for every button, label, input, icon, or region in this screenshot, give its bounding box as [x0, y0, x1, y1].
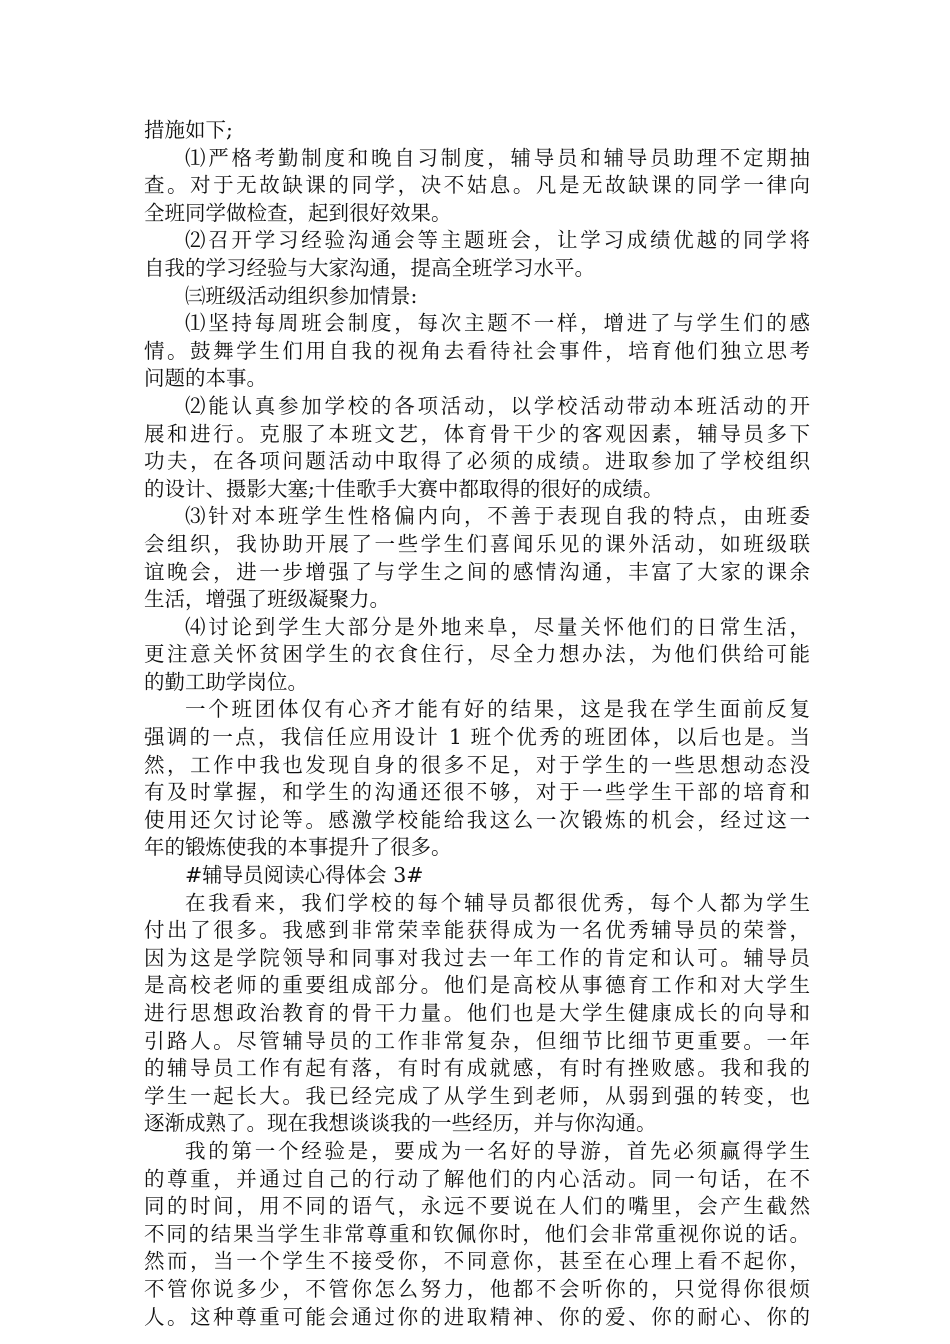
text-line: 功夫，在各项问题活动中取得了必须的成绩。进取参加了学校组织: [144, 449, 810, 474]
document-page: [144, 117, 810, 1331]
text-line: 付出了很多。我感到非常荣幸能获得成为一名优秀辅导员的荣誉，: [144, 918, 810, 943]
text-line: 的勤工助学岗位。: [144, 669, 308, 694]
text-line: 强调的一点，我信任应用设计 1 班个优秀的班团体，以后也是。当: [144, 725, 810, 750]
text-line: 一个班团体仅有心齐才能有好的结果，这是我在学生面前反复: [185, 697, 810, 722]
text-line: ⑵召开学习经验沟通会等主题班会，让学习成绩优越的同学将: [185, 228, 810, 253]
text-line: ⑷讨论到学生大部分是外地来阜，尽量关怀他们的日常生活，: [185, 614, 810, 639]
text-line: ⑴坚持每周班会制度，每次主题不一样，增进了与学生们的感: [185, 311, 810, 336]
text-line: 的设计、摄影大塞;十佳歌手大赛中都取得的很好的成绩。: [144, 476, 664, 501]
text-line: 逐渐成熟了。现在我想谈谈我的一些经历，并与你沟通。: [144, 1111, 657, 1136]
text-line: 展和进行。克服了本班文艺，体育骨干少的客观因素，辅导员多下: [144, 421, 810, 446]
text-line: 查。对于无故缺课的同学，决不姑息。凡是无故缺课的同学一律向: [144, 173, 810, 198]
text-line: ⑵能认真参加学校的各项活动，以学校活动带动本班活动的开: [185, 393, 810, 418]
text-line: 引路人。尽管辅导员的工作非常复杂，但细节比细节更重要。一年: [144, 1028, 810, 1053]
text-line: 生活，增强了班级凝聚力。: [144, 587, 390, 612]
text-line: 情。鼓舞学生们用自我的视角去看待社会事件，培育他们独立思考: [144, 338, 810, 363]
text-line: ⑶针对本班学生性格偏内向，不善于表现自我的特点，由班委: [185, 504, 810, 529]
text-line: 不管你说多少，不管你怎么努力，他都不会听你的，只觉得你很烦: [144, 1276, 810, 1301]
text-line: 更注意关怀贫困学生的衣食住行，尽全力想办法，为他们供给可能: [144, 642, 810, 667]
text-line: 的尊重，并通过自己的行动了解他们的内心活动。同一句话，在不: [144, 1166, 810, 1191]
text-line: 使用还欠讨论等。感激学校能给我这么一次锻炼的机会，经过这一: [144, 807, 810, 832]
text-line: 不同的结果当学生非常尊重和钦佩你时，他们会非常重视你说的话。: [144, 1221, 810, 1246]
text-line: 学生一起长大。我已经完成了从学生到老师，从弱到强的转变，也: [144, 1083, 810, 1108]
text-line: #辅导员阅读心得体会 3#: [185, 863, 424, 888]
text-line: 人。这种尊重可能会通过你的进取精神、你的爱、你的耐心、你的: [144, 1304, 810, 1329]
text-line: 进行思想政治教育的骨干力量。他们也是大学生健康成长的向导和: [144, 1001, 810, 1025]
text-line: 谊晚会，进一步增强了与学生之间的感情沟通，丰富了大家的课余: [144, 559, 810, 584]
text-line: 然，工作中我也发现自身的很多不足，对于学生的一些思想动态没: [144, 752, 810, 777]
text-line: 是高校老师的重要组成部分。他们是高校从事德育工作和对大学生: [144, 973, 810, 998]
text-line: 的辅导员工作有起有落，有时有成就感，有时有挫败感。我和我的: [144, 1056, 810, 1081]
text-line: ㈢班级活动组织参加情景:: [185, 283, 418, 308]
text-line: 会组织，我协助开展了一些学生们喜闻乐见的课外活动，如班级联: [144, 531, 810, 556]
text-line: 全班同学做检查，起到很好效果。: [144, 200, 452, 225]
text-line: ⑴严格考勤制度和晚自习制度，辅导员和辅导员助理不定期抽: [185, 145, 810, 170]
text-line: 有及时掌握，和学生的沟通还很不够，对于一些学生干部的培育和: [144, 780, 810, 805]
text-line: 自我的学习经验与大家沟通，提高全班学习水平。: [144, 255, 595, 280]
text-line: 在我看来，我们学校的每个辅导员都很优秀，每个人都为学生: [185, 890, 810, 915]
text-line: 年的锻炼使我的本事提升了很多。: [144, 835, 452, 860]
text-line: 问题的本事。: [144, 366, 267, 391]
text-line: 然而，当一个学生不接受你，不同意你，甚至在心理上看不起你，: [144, 1249, 810, 1274]
text-line: 因为这是学院领导和同事对我过去一年工作的肯定和认可。辅导员: [144, 945, 810, 970]
text-line: 措施如下;: [144, 118, 233, 142]
text-line: 同的时间，用不同的语气，永远不要说在人们的嘴里，会产生截然: [144, 1194, 810, 1219]
text-line: 我的第一个经验是，要成为一名好的导游，首先必须赢得学生: [185, 1138, 810, 1163]
